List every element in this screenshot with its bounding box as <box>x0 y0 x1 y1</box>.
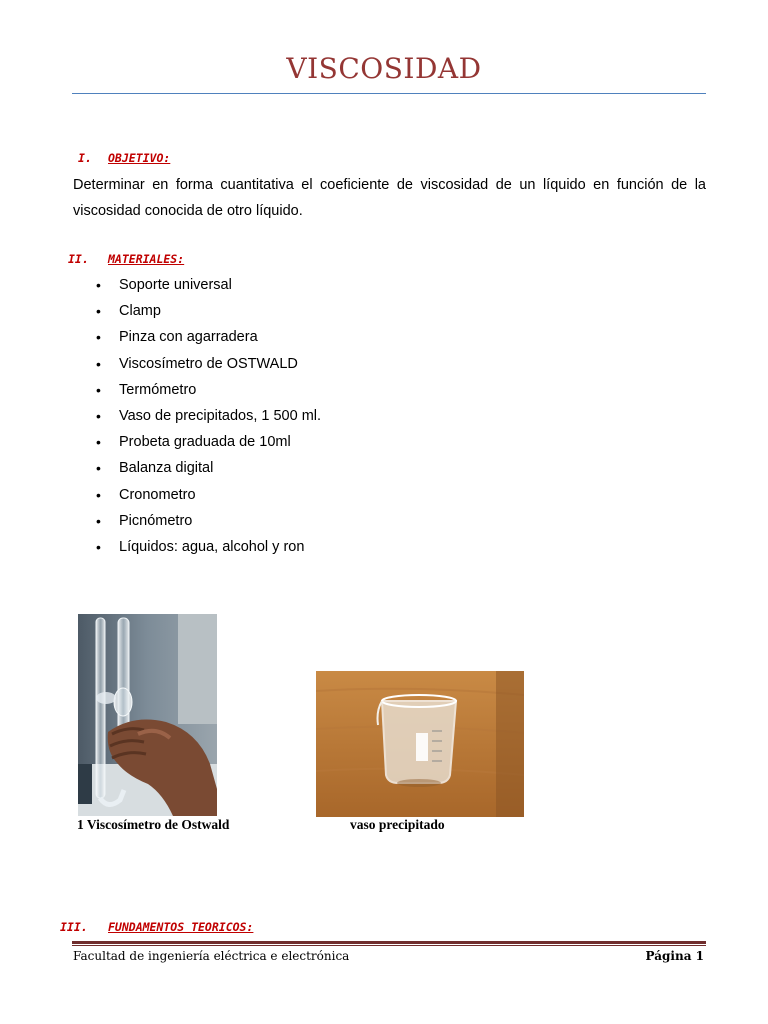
list-item <box>96 455 321 481</box>
bullet-icon: • <box>96 277 101 294</box>
list-item <box>96 482 321 508</box>
section-label: OBJETIVO: <box>108 151 171 165</box>
bullet-icon: • <box>96 381 101 398</box>
list-item-label: Balanza digital <box>119 460 214 477</box>
section-label: MATERIALES: <box>108 252 185 266</box>
footer-page-number: Página 1 <box>645 949 704 963</box>
document-title: VISCOSIDAD <box>286 52 482 85</box>
list-item-label: Líquidos: agua, alcohol y ron <box>119 538 305 555</box>
list-item-label: Clamp <box>119 303 161 320</box>
vaso-caption: vaso precipitado <box>350 817 445 832</box>
list-item-label: Cronometro <box>119 486 196 503</box>
section-heading-fundamentos <box>60 920 253 934</box>
list-item <box>96 272 321 298</box>
list-item-label: Pinza con agarradera <box>119 329 258 346</box>
list-item <box>96 508 321 534</box>
bullet-icon: • <box>96 486 101 503</box>
list-item-label: Soporte universal <box>119 277 232 294</box>
list-item <box>96 377 321 403</box>
section-number: I. <box>78 151 92 165</box>
footer-rule-thin <box>72 945 706 946</box>
bullet-icon: • <box>96 303 101 320</box>
footer-rule-thick <box>72 941 706 944</box>
list-item-label: Vaso de precipitados, 1 500 ml. <box>119 408 322 425</box>
list-item-label: Picnómetro <box>119 512 193 529</box>
section-label: FUNDAMENTOS TEORICOS: <box>108 920 254 934</box>
title-underline <box>72 93 706 94</box>
list-item <box>96 324 321 350</box>
list-item-label: Termómetro <box>119 381 197 398</box>
footer-faculty: Facultad de ingeniería eléctrica e electrónica <box>73 949 350 963</box>
section-number: III. <box>60 920 88 934</box>
list-item <box>96 298 321 324</box>
section-heading-objetivo <box>78 151 170 165</box>
viscosimetro-caption: 1 Viscosímetro de Ostwald <box>77 817 230 832</box>
bullet-icon: • <box>96 460 101 477</box>
list-item <box>96 351 321 377</box>
bullet-icon: • <box>96 512 101 529</box>
section-number: II. <box>68 252 89 266</box>
viscosimetro-photo <box>78 614 217 816</box>
viscosimetro-illustration <box>78 614 217 816</box>
list-item-label: Probeta graduada de 10ml <box>119 434 291 451</box>
bullet-icon: • <box>96 538 101 555</box>
objetivo-paragraph: Determinar en forma cuantitativa el coeficiente de viscosidad de un líquido en función de la viscosidad conocida de otro líquido. <box>73 177 706 219</box>
vaso-illustration <box>316 671 524 817</box>
section-heading-materiales <box>68 252 184 266</box>
list-item <box>96 429 321 455</box>
list-item <box>96 403 321 429</box>
materials-list <box>96 272 321 560</box>
list-item <box>96 534 321 560</box>
bullet-icon: • <box>96 434 101 451</box>
bullet-icon: • <box>96 355 101 372</box>
bullet-icon: • <box>96 329 101 346</box>
list-item-label: Viscosímetro de OSTWALD <box>119 355 298 372</box>
bullet-icon: • <box>96 408 101 425</box>
vaso-precipitado-photo <box>316 671 524 817</box>
